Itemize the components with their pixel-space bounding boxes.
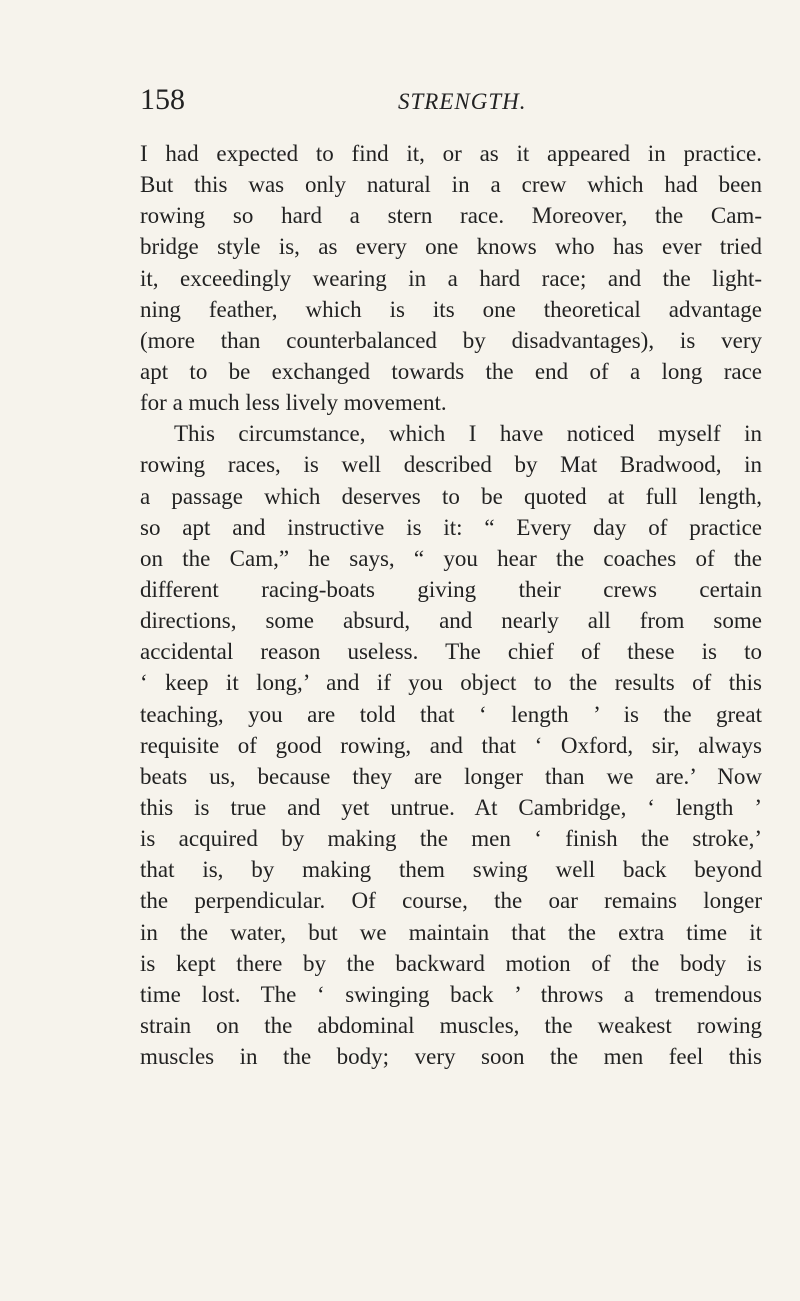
text-line: in the water, but we maintain that the extra time it — [140, 919, 762, 945]
text-line: strain on the abdominal muscles, the weakest rowing — [140, 1012, 762, 1038]
text-line: ‘ keep it long,’ and if you object to the results of this — [140, 670, 762, 696]
body-text — [140, 138, 762, 1072]
text-line: muscles in the body; very soon the men feel this — [140, 1044, 762, 1070]
text-line: the perpendicular. Of course, the oar remains longer — [140, 888, 762, 914]
text-line: time lost. The ‘ swinging back ’ throws a tremendous — [140, 981, 762, 1007]
text-line: rowing races, is well described by Mat Bradwood, in — [140, 452, 762, 478]
running-title: STRENGTH. — [398, 89, 527, 114]
text-line: is kept there by the backward motion of the body is — [140, 950, 762, 976]
text-line: bridge style is, as every one knows who has ever tried — [140, 234, 762, 260]
page-number: 158 — [140, 83, 185, 116]
text-line: on the Cam,” he says, “ you hear the coaches of the — [140, 545, 762, 571]
text-line-paragraph-end: for a much less lively movement. — [140, 390, 447, 416]
text-line: But this was only natural in a crew which had been — [140, 172, 762, 198]
text-line: teaching, you are told that ‘ length ’ is the great — [140, 701, 762, 727]
text-line: it, exceedingly wearing in a hard race; and the light- — [140, 265, 762, 291]
text-line: (more than counterbalanced by disadvantages), is very — [140, 327, 762, 353]
text-line: I had expected to find it, or as it appeared in practice. — [140, 141, 762, 166]
text-line-paragraph-start: This circumstance, which I have noticed myself in — [174, 421, 762, 447]
text-line: ning feather, which is its one theoretical advantage — [140, 296, 762, 322]
text-line: that is, by making them swing well back beyond — [140, 857, 762, 883]
text-line: so apt and instructive is it: “ Every day of practice — [140, 514, 762, 540]
text-line: apt to be exchanged towards the end of a long race — [140, 358, 762, 384]
running-head — [140, 80, 760, 120]
text-line: a passage which deserves to be quoted at full length, — [140, 483, 762, 509]
text-line: rowing so hard a stern race. Moreover, the Cam- — [140, 203, 762, 229]
text-line: directions, some absurd, and nearly all from some — [140, 608, 762, 634]
text-line: beats us, because they are longer than we are.’ Now — [140, 763, 762, 789]
text-line: accidental reason useless. The chief of these is to — [140, 639, 762, 665]
text-line: this is true and yet untrue. At Cambridge, ‘ length ’ — [140, 794, 762, 820]
text-line: is acquired by making the men ‘ finish the stroke,’ — [140, 826, 762, 852]
text-line: different racing-boats giving their crews certain — [140, 576, 762, 602]
text-line: requisite of good rowing, and that ‘ Oxford, sir, always — [140, 732, 762, 758]
